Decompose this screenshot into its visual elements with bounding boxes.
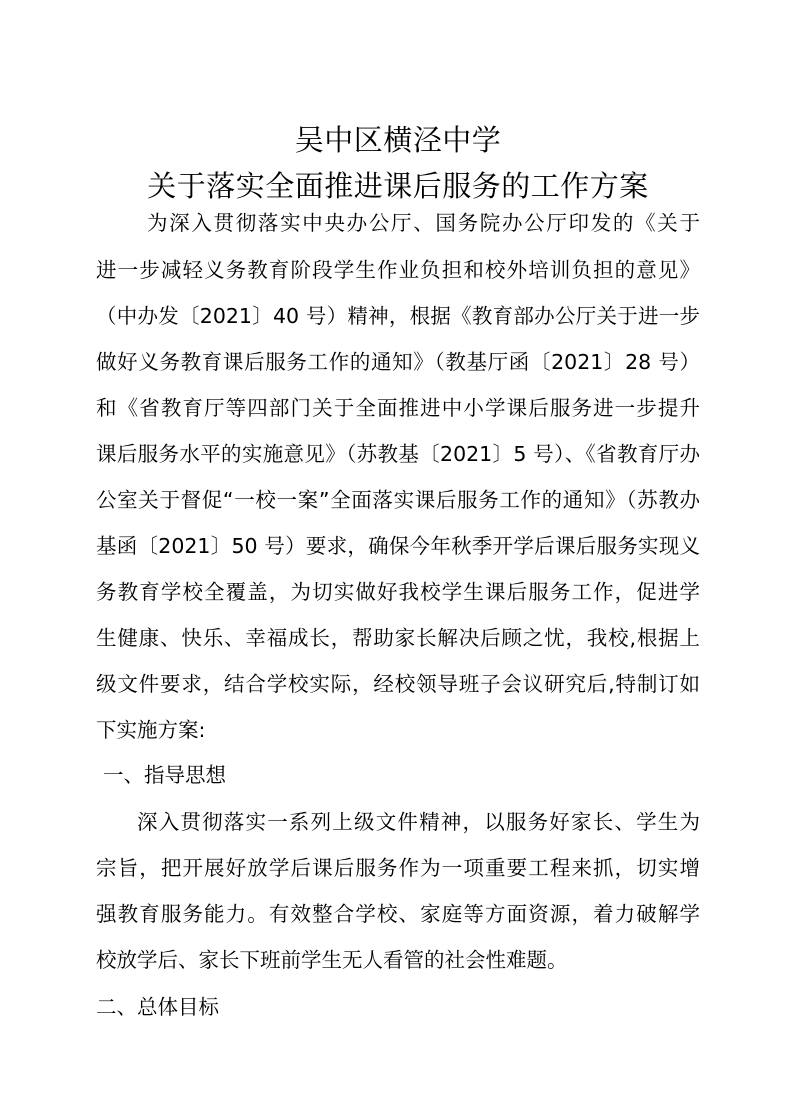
section-paragraph-line: 宗旨，把开展好放学后课后服务作为一项重要工程来抓，切实增 [96,856,700,880]
section-paragraph-line: 强教育服务能力。有效整合学校、家庭等方面资源，着力破解学 [96,902,700,926]
intro-line: 生健康、快乐、幸福成长，帮助家长解决后顾之忧，我校,根据上 [96,626,700,650]
section-heading-overall-goal: 二、总体目标 [96,995,219,1019]
intro-line: 为深入贯彻落实中央办公厅、国务院办公厅印发的《关于 [147,211,700,235]
intro-line: 务教育学校全覆盖，为切实做好我校学生课后服务工作，促进学 [96,580,700,604]
intro-line: 公室关于督促“一校一案”全面落实课后服务工作的通知》（苏教办 [96,488,700,512]
intro-line: 基函〔2021〕50 号）要求，确保今年秋季开学后课后服务实现义 [96,534,700,558]
intro-line: 和《省教育厅等四部门关于全面推进中小学课后服务进一步提升 [96,396,700,420]
intro-line: 进一步减轻义务教育阶段学生作业负担和校外培训负担的意见》 [96,258,700,282]
section-paragraph-line: 校放学后、家长下班前学生无人看管的社会性难题。 [96,948,568,972]
section-heading-guiding-ideology: 一、指导思想 [103,763,226,787]
section-paragraph-line: 深入贯彻落实一系列上级文件精神，以服务好家长、学生为 [137,810,700,834]
intro-line: 做好义务教育课后服务工作的通知》（教基厅函〔2021〕28 号） [96,350,700,374]
intro-line: 下实施方案: [96,718,206,742]
document-title-school: 吴中区横泾中学 [294,123,502,157]
intro-line: 课后服务水平的实施意见》（苏教基〔2021〕5 号）、《省教育厅办 [96,442,700,466]
document-title-plan: 关于落实全面推进课后服务的工作方案 [147,169,649,203]
intro-line: （中办发〔2021〕40 号）精神，根据《教育部办公厅关于进一步 [96,304,700,328]
intro-line: 级文件要求，结合学校实际，经校领导班子会议研究后,特制订如 [96,672,700,696]
